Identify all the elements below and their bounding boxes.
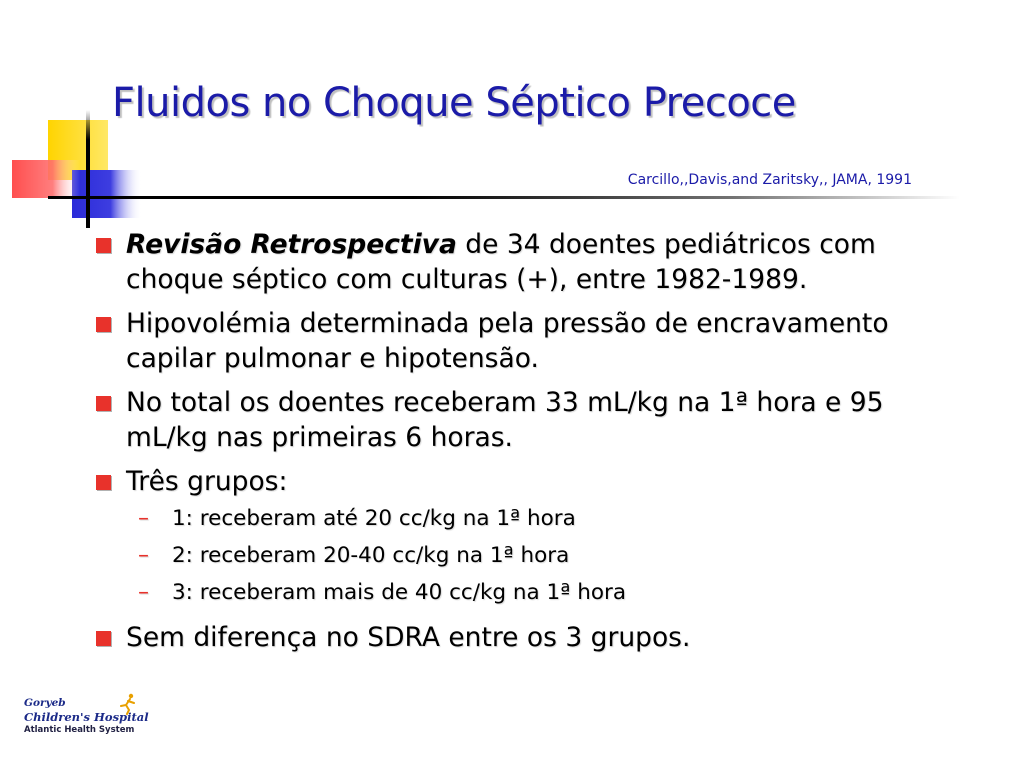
bullet-text: Hipovolémia determinada pela pressão de encravamento capilar pulmonar e hipotensão. <box>126 308 889 374</box>
dash-bullet-icon: – <box>138 580 149 605</box>
bullet-item <box>94 620 944 655</box>
deco-red-block <box>12 160 80 198</box>
slide-title: Fluidos no Choque Séptico Precoce <box>112 80 796 126</box>
sub-bullet-text: 1: receberam até 20 cc/kg na 1ª hora <box>172 506 576 531</box>
hospital-logo <box>24 697 164 736</box>
bullet-emphasis: Revisão Retrospectiva <box>126 229 457 260</box>
square-bullet-icon <box>96 475 111 490</box>
square-bullet-icon <box>96 631 111 646</box>
deco-vertical-line <box>86 110 90 228</box>
logo-line-2: Children's Hospital <box>24 710 149 724</box>
logo-line-3: Atlantic Health System <box>24 725 135 735</box>
title-underline <box>48 196 960 199</box>
bullet-text: de 34 doentes pediátricos com choque séptico com culturas (+), entre 1982-1989. <box>126 229 876 295</box>
deco-blue-block <box>72 170 142 218</box>
square-bullet-icon <box>96 238 111 253</box>
sub-bullet-text: 2: receberam 20-40 cc/kg na 1ª hora <box>172 543 570 568</box>
bullet-text: Sem diferença no SDRA entre os 3 grupos. <box>126 622 691 653</box>
runner-icon <box>118 693 138 715</box>
sub-bullet-text: 3: receberam mais de 40 cc/kg na 1ª hora <box>172 580 626 605</box>
bullet-text: Três grupos: <box>126 466 288 497</box>
bullet-item <box>94 464 944 499</box>
square-bullet-icon <box>96 317 111 332</box>
square-bullet-icon <box>96 396 111 411</box>
sub-bullet-item <box>94 540 944 571</box>
bullet-text: No total os doentes receberam 33 mL/kg na 1ª hora e 95 mL/kg nas primeiras 6 horas. <box>126 387 884 453</box>
bullet-item <box>94 385 944 455</box>
logo-line-1: Goryeb <box>24 697 66 709</box>
sub-bullet-item <box>94 503 944 534</box>
dash-bullet-icon: – <box>138 506 149 531</box>
bullet-item <box>94 227 944 297</box>
dash-bullet-icon: – <box>138 543 149 568</box>
citation: Carcillo,,Davis,and Zaritsky,, JAMA, 1991 <box>627 172 912 188</box>
bullet-item <box>94 306 944 376</box>
slide-content <box>94 227 944 664</box>
sub-bullet-item <box>94 577 944 608</box>
